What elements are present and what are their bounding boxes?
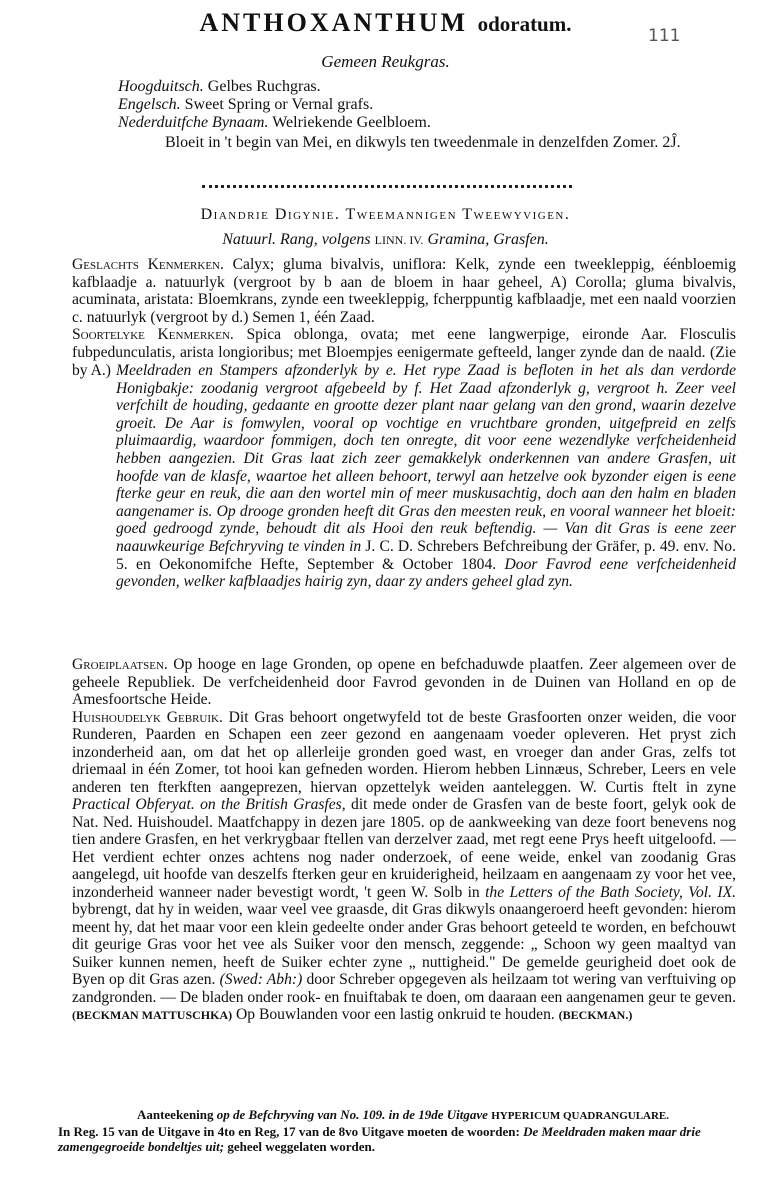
characteristics-section bbox=[72, 256, 736, 379]
common-names bbox=[118, 78, 738, 132]
name-dutch-value: Welriekende Geelbloem. bbox=[272, 114, 431, 131]
solb-work-title: the Letters of the Bath Society, Vol. IX. bbox=[485, 883, 737, 901]
footnote-ref: op de Befchryving van No. 109. in de 19de Uitgave bbox=[216, 1107, 488, 1122]
footnote-correction: In Reg. 15 van de Uitgave in 4to en Reg, 17 van de 8vo Uitgave moeten de woorden: bbox=[58, 1124, 520, 1139]
description-block bbox=[116, 362, 736, 591]
name-german-value: Gelbes Ruchgras. bbox=[207, 78, 321, 95]
species-name: odoratum. bbox=[477, 12, 572, 36]
economic-use-paragraph bbox=[72, 709, 736, 1025]
species-characters-label: Soortelyke Kenmerken. bbox=[72, 326, 234, 344]
schreber-reference: J. C. D. Schrebers Befchreibung der Gräfer, p. 49. env. No. 5. en Oekonomifche Hefte, September & October 1804. bbox=[116, 537, 736, 573]
name-english bbox=[118, 96, 738, 114]
swedish-reference: (Swed: Abh:) bbox=[219, 971, 303, 988]
genus-name: ANTHOXANTHUM bbox=[199, 8, 469, 37]
usage-section bbox=[72, 656, 736, 1025]
economic-use-text-2: dit mede onder de Grasfen van de beste foort, gelyk ook de Nat. Ned. Huishoudel. Maatfchappy in dezen jare 1805. op de aankweeking van deze foort benevens nog tien andere Grasfen, en het verkrygbaar ftellen van derzelver zaad, met regt eene Prys heeft uitgeloofd. — Het verdient echter onzes achtens nog nader onderzoek, of eene weide, enkel van zoodanig Gras aangelegd, uit hoofde van deszelfs fterken geur en kruiderigheid, heilzaam en aangenaam zy voor het vee, inzonderheid wanneer nader bevestigt wordt, 't geen W. Solb in bbox=[72, 796, 736, 901]
page-subtitle: Gemeen Reukgras. bbox=[321, 52, 450, 71]
page-number: 111 bbox=[648, 26, 681, 46]
genus-characters-text: Calyx; gluma bivalvis, uniflora: Kelk, zynde een tweekleppig, éénbloemig kafblaadje a. natuurlyk (vergroot by b aan de bloem in haar geheel, A) Corolla; gluma bivalvis, acuminata, aristata: Bloemkrans, zynde een tweekleppig, fcherppuntig kafblaadje, met een naald voorzien c. natuurlyk (vergroot by d.) Semen 1, één Zaad. bbox=[72, 256, 737, 326]
natural-order-suffix: Gramina, Grasfen. bbox=[427, 231, 549, 248]
habitat-paragraph bbox=[72, 656, 736, 709]
name-dutch-label: Nederduitfche Bynaam. bbox=[118, 114, 269, 131]
footnote-line-2 bbox=[58, 1124, 748, 1154]
name-dutch bbox=[118, 114, 738, 132]
economic-use-label: Huishoudelyk Gebruik. bbox=[72, 708, 223, 726]
name-english-value: Sweet Spring or Vernal grafs. bbox=[184, 96, 374, 113]
name-english-label: Engelsch. bbox=[118, 96, 181, 113]
favrod-note: Door Favrod eene verfcheidenheid gevonden, welker kafblaadjes hairig zyn, daar zy anders geheel glad zyn. bbox=[116, 555, 736, 591]
natural-order bbox=[0, 231, 771, 249]
footnote-label: Aanteekening bbox=[136, 1107, 214, 1122]
ornamental-divider bbox=[202, 185, 572, 188]
curtis-work-title: Practical Obferyat. on the British Grasfes, bbox=[72, 796, 346, 813]
genus-characters bbox=[72, 256, 736, 326]
name-german-label: Hoogduitsch. bbox=[118, 78, 204, 95]
footnote bbox=[58, 1107, 748, 1154]
habitat-text: Op hooge en lage Gronden, op opene en befchaduwde plaatfen. Zeer algemeen over de geheele Republiek. De verfcheidenheid door Favrod gevonden in de Duinen van Holland en op de Amesfoortsche Heide. bbox=[72, 656, 736, 708]
natural-order-prefix: Natuurl. Rang, volgens bbox=[222, 231, 371, 248]
footnote-quoted-words: De Meeldraden maken maar drie zamengegroeide bondeltjes uit; bbox=[58, 1124, 701, 1154]
beckman-mattuschka-ref: (BECKMAN MATTUSCHKA) bbox=[72, 1008, 233, 1022]
economic-use-text-1: Dit Gras behoort ongetwyfeld tot de beste Grasfoorten onzer weiden, die voor Runderen, Paarden en Schapen een zeer gezond en aangenaam voeder opleveren. Het pryst zich inzonderheid aan, om dat het op allerleije gronden goed wast, en vroeger dan ander Gras, zelfs tot driemaal in één Zomer, tot hooi kan gefneden worden. Hierom hebben Linnæus, Schreber, Leers en vele anderen ten fterkften aangeprezen, hiervan opzettelyk weiden aanteleggen. W. Curtis ftelt in zyne bbox=[72, 708, 736, 796]
footnote-species: HYPERICUM QUADRANGULARE. bbox=[491, 1110, 670, 1122]
description-text: Meeldraden en Stampers afzonderlyk by e. Het rype Zaad is befloten in het als dan verdorde Honigbakje: zoodanig vergroot afgebeeld by f. Het Zaad afzonderlyk g, vergroot h. Zeer veel verfchilt de houding, gedaante en grootte dezer plant naar gelang van den grond, waarin dezelve groeit. De Aar is fomwylen, vooral op vochtige en vruchtbare gronden, uitgefpreid en zelfs pluimaardig, waardoor fommigen, doch ten onregte, dit voor eene wezendlyke verfcheidenheid hebben aangezien. Dit Gras laat zich zeer gemakkelyk onderkennen van andere Grasfen, uit hoofde van de klasfe, waartoe het alleen behoort, terwyl aan hetzelve ook byzonder eigen is eene fterke geur en reuk, die aan den wortel min of meer muskusachtig, doch aan den halm en bladen aangenamer is. Op drooge gronden heeft dit Gras den meesten reuk, en vooral wanneer het bloeit: goed gedroogd zynde, behoudt dit als Hooi den reuk beftendig. — Van dit Gras is eene zeer naauwkeurige Befchryving te vinden in bbox=[116, 362, 736, 555]
genus-characters-label: Geslachts Kenmerken. bbox=[72, 256, 224, 273]
footnote-line-1 bbox=[58, 1107, 748, 1124]
species-characters-text: Spica oblonga, ovata; met eene langwerpige, eironde Aar. Flosculis fubpedunculatis, arista longioribus; met Bloempjes eenigermate gefteeld, langer zynde dan de naald. (Zie by A.) bbox=[72, 326, 736, 379]
flowering-time: Bloeit in 't begin van Mei, en dikwyls ten tweedenmale in denzelfden Zomer. 2Ĵ. bbox=[165, 134, 681, 151]
description-paragraph bbox=[116, 362, 736, 591]
economic-use-text-4: door Schreber opgegeven als heilzaam tot wering van verftuiving op zandgronden. — De bladen onder rook- en fnuiftabak te doen, om daaraan een aangenamen geur te geven. bbox=[72, 971, 737, 1006]
name-german bbox=[118, 78, 738, 96]
economic-use-text-3: bybrengt, dat hy in weiden, waar veel vee graasde, dit Gras dikwyls onaangeroerd heeft gevonden: hierom meent hy, dat het maar voor een klein gedeelte onder ander Gras behoort geteeld te worden, en befchouwt dit geurige Gras voor het vee als Suiker voor den mensch, zeggende: „ Schoon wy geen maaltyd van Suiker kunnen nemen, heeft de Suiker echter zyne „ nuttigheid." De gemelde geurigheid doet ook de Byen op dit Gras azen. bbox=[72, 901, 736, 988]
footnote-instruction: geheel weggelaten worden. bbox=[227, 1139, 376, 1154]
natural-order-linn: LINN. IV. bbox=[374, 233, 424, 247]
habitat-label: Groeiplaatsen. bbox=[72, 656, 168, 673]
linnaean-class: Diandrie Digynie. Tweemannigen Tweewyvigen. bbox=[200, 206, 571, 223]
beckman-ref: (BECKMAN.) bbox=[558, 1008, 633, 1022]
economic-use-text-5: Op Bouwlanden voor een lastig onkruid te houden. bbox=[236, 1006, 555, 1023]
